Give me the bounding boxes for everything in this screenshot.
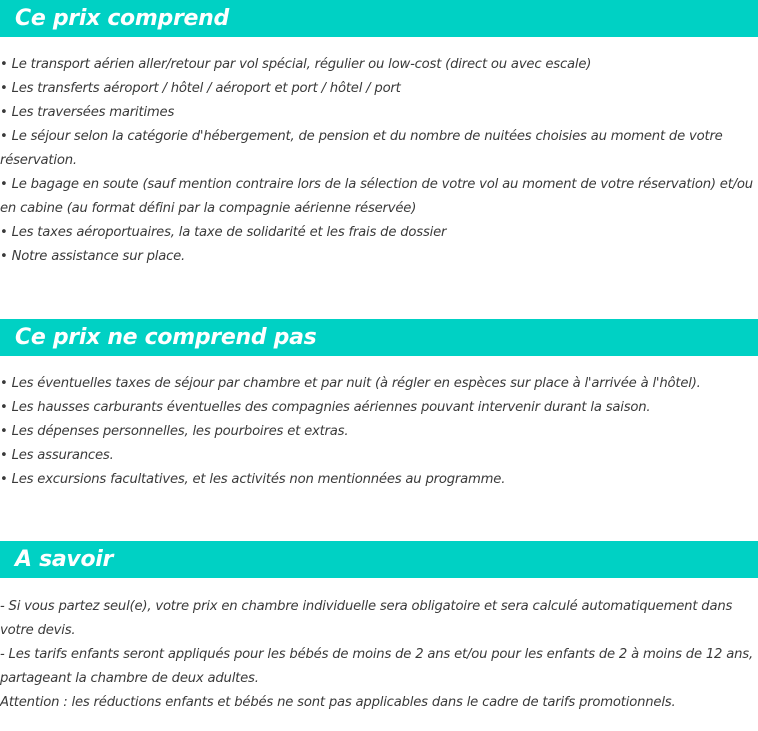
list-item: • Les hausses carburants éventuelles des compagnies aériennes pouvant intervenir durant la saison. — [0, 400, 651, 415]
section-title-not-included: Ce prix ne comprend pas — [15, 325, 317, 350]
section-header-not-included — [0, 319, 758, 356]
list-item: - Les tarifs enfants seront appliqués pour les bébés de moins de 2 ans et/ou pour les enfants de 2 à moins de 12 ans, partageant la chambre de deux adultes. — [0, 647, 753, 686]
list-item: • Les transferts aéroport / hôtel / aéroport et port / hôtel / port — [0, 81, 401, 96]
list-item: • Le transport aérien aller/retour par vol spécial, régulier ou low-cost (direct ou avec escale) — [0, 57, 592, 72]
list-item: • Les assurances. — [0, 448, 114, 463]
section-title-included: Ce prix comprend — [15, 6, 229, 31]
list-item: Attention : les réductions enfants et bébés ne sont pas applicables dans le cadre de tarifs promotionnels. — [0, 695, 676, 710]
list-item: • Les taxes aéroportuaires, la taxe de solidarité et les frais de dossier — [0, 225, 447, 240]
section-included — [0, 0, 758, 269]
good-to-know-list — [0, 595, 758, 715]
included-list — [0, 53, 758, 269]
list-item: • Le bagage en soute (sauf mention contraire lors de la sélection de votre vol au moment de votre réservation) et/ou en cabine (au format défini par la compagnie aérienne réservée) — [0, 177, 753, 216]
section-not-included — [0, 319, 758, 492]
list-item: • Les éventuelles taxes de séjour par chambre et par nuit (à régler en espèces sur place à l'arrivée à l'hôtel). — [0, 376, 701, 391]
list-item: • Les dépenses personnelles, les pourboires et extras. — [0, 424, 349, 439]
section-good-to-know — [0, 541, 758, 715]
list-item: • Les excursions facultatives, et les activités non mentionnées au programme. — [0, 472, 506, 487]
section-title-good-to-know: A savoir — [15, 547, 114, 572]
section-header-good-to-know — [0, 541, 758, 578]
list-item: • Notre assistance sur place. — [0, 249, 186, 264]
not-included-list — [0, 372, 758, 492]
list-item: - Si vous partez seul(e), votre prix en chambre individuelle sera obligatoire et sera calculé automatiquement dans votre devis. — [0, 599, 733, 638]
section-header-included — [0, 0, 758, 37]
list-item: • Le séjour selon la catégorie d'hébergement, de pension et du nombre de nuitées choisies au moment de votre réservation. — [0, 129, 723, 168]
list-item: • Les traversées maritimes — [0, 105, 175, 120]
